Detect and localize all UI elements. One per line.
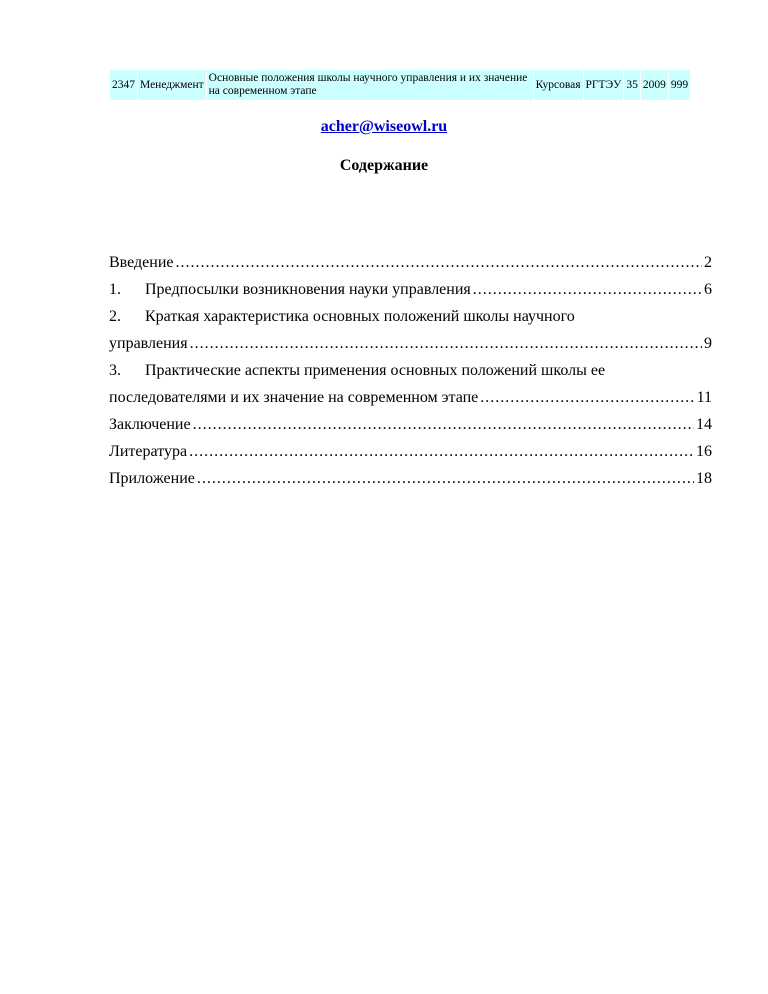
toc-leader-dots: [176, 252, 703, 274]
toc-entry-label: Литература: [109, 443, 188, 460]
toc-entry-number: 1.: [109, 281, 121, 298]
toc-entry-page: 11: [696, 389, 712, 406]
toc-leader-dots: [480, 387, 694, 409]
meta-year: 2009: [641, 70, 668, 100]
toc-leader-dots: [473, 279, 702, 301]
toc-entry-label-cont: управления: [109, 335, 188, 352]
toc-entry-label: Краткая характеристика основных положений школы научного: [145, 308, 575, 325]
toc-entry-page: 6: [704, 281, 712, 298]
meta-pages: 35: [624, 70, 640, 100]
toc-leader-dots: [197, 468, 694, 490]
toc-entry-3[interactable]: [109, 360, 712, 387]
toc-entry-page: 16: [696, 443, 712, 460]
meta-subject: Менеджмент: [138, 70, 206, 100]
toc-entry-literature[interactable]: [109, 441, 712, 468]
meta-row: [110, 70, 690, 100]
toc-entry-label: Практические аспекты применения основных положений школы ее: [145, 362, 606, 379]
table-of-contents: [109, 252, 712, 495]
toc-entry-label-cont: последователями и их значение на современном этапе: [109, 389, 479, 406]
toc-entry-page: 14: [696, 416, 712, 433]
meta-price: 999: [669, 70, 690, 100]
toc-entry-conclusion[interactable]: [109, 414, 712, 441]
toc-entry-page: 2: [704, 254, 712, 271]
toc-entry-page: 9: [704, 335, 712, 352]
meta-type: Курсовая: [534, 70, 583, 100]
toc-entry-number: 3.: [109, 362, 121, 379]
toc-entry-number: 2.: [109, 308, 121, 325]
toc-entry-3-continuation[interactable]: [109, 387, 712, 414]
toc-entry-label: Приложение: [109, 470, 195, 487]
email-line: [0, 118, 768, 136]
toc-title: Содержание: [339, 157, 429, 174]
toc-entry-2[interactable]: [109, 306, 712, 333]
toc-entry-label: Заключение: [109, 416, 191, 433]
toc-entry-1[interactable]: [109, 279, 712, 306]
toc-leader-dots: [193, 414, 694, 436]
toc-leader-dots: [189, 441, 694, 463]
toc-entry-2-continuation[interactable]: [109, 333, 712, 360]
email-link[interactable]: acher@wiseowl.ru: [320, 118, 448, 135]
toc-entry-appendix[interactable]: [109, 468, 712, 495]
meta-university: РГТЭУ: [584, 70, 624, 100]
meta-id: 2347: [110, 70, 137, 100]
toc-entry-label: Предпосылки возникновения науки управления: [145, 281, 471, 298]
document-meta-table: [109, 69, 691, 101]
meta-title: Основные положения школы научного управления и их значение на современном этапе: [207, 70, 533, 100]
toc-entry-introduction[interactable]: [109, 252, 712, 279]
toc-entry-label: Введение: [109, 254, 174, 271]
toc-entry-page: 18: [696, 470, 712, 487]
toc-leader-dots: [190, 333, 702, 355]
